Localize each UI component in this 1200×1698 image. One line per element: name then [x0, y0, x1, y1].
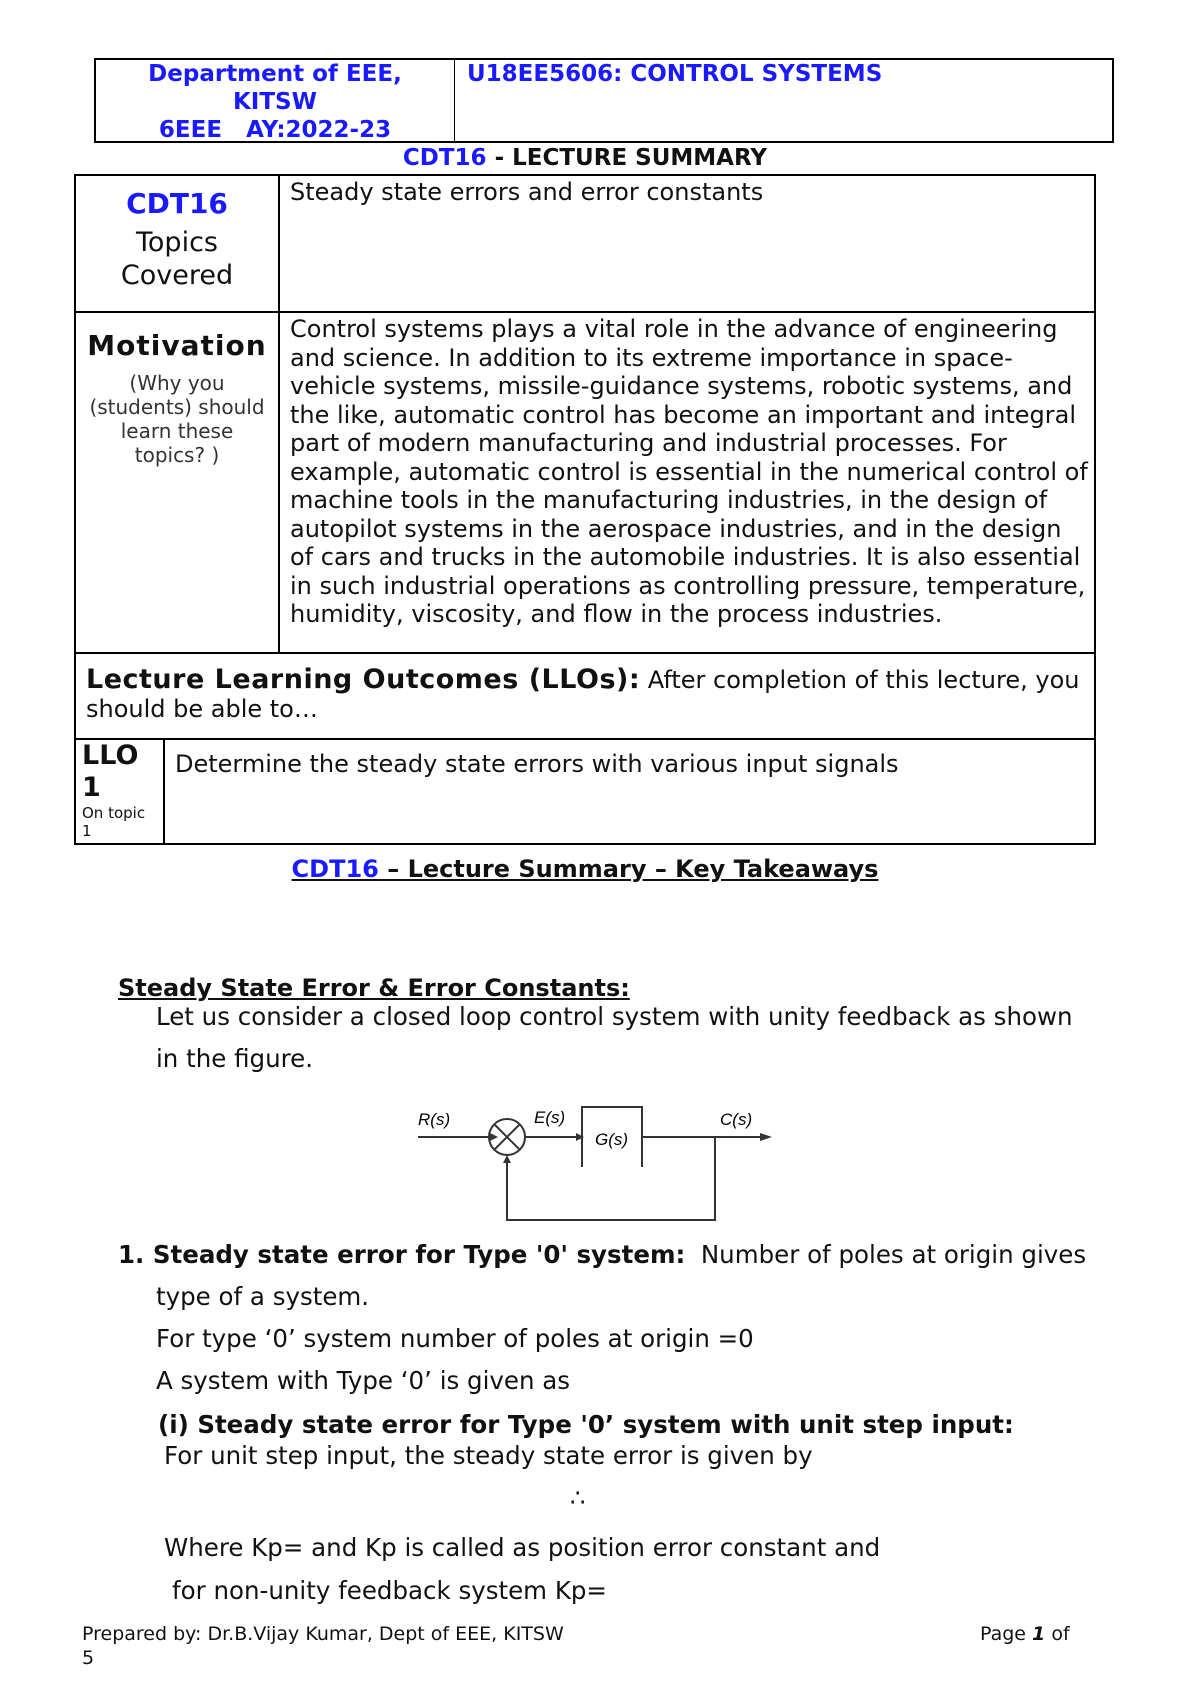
motivation-text: Control systems plays a vital role in the advance of engineering and science. In addition to its extreme importance in space-vehicle systems, missile-guidance systems, robotic systems, and the like, automatic control has become an important and integral part of modern manufacturing and industrial processes. For example, automatic control is essential in the numerical control of machine tools in the manufacturing industries, in the design of autopilot systems in the aerospace industries, and in the design of cars and trucks in the automobile industries. It is also essential in such industrial operations as controlling pressure, temperature, humidity, viscosity, and flow in the process industries. [279, 312, 1095, 653]
therefore-symbol: ∴ [570, 1484, 586, 1512]
cdt16-link[interactable]: CDT16 [291, 855, 379, 883]
section-heading: Steady State Error & Error Constants: [118, 974, 630, 1002]
lecture-summary-title [0, 145, 1170, 171]
topics-value: Steady state errors and error constants [279, 175, 1095, 312]
item1-heading: 1. Steady state error for Type '0' system: [118, 1240, 686, 1269]
topics-label: Topics [136, 227, 218, 258]
institute-name: KITSW [232, 89, 317, 115]
summary-table [74, 174, 1096, 740]
course-title: U18EE5606: CONTROL SYSTEMS [467, 61, 883, 87]
type0-poles-line: For type ‘0’ system number of poles at origin =0 [156, 1324, 754, 1353]
motivation-label-cell [75, 312, 279, 653]
current-page: 1 [1032, 1623, 1046, 1645]
subsection-i-heading: (i) Steady state error for Type '0’ system with unit step input: [158, 1410, 1014, 1439]
llo1-label: LLO 1 [82, 740, 139, 803]
item-1-body [156, 1276, 754, 1402]
page-number [980, 1622, 1070, 1646]
plant-label: G(s) [595, 1130, 629, 1149]
covered-label: Covered [120, 260, 234, 291]
page-prefix: Page [980, 1623, 1033, 1645]
motivation-subtitle: (Why you (students) should learn these topics? ) [89, 371, 265, 467]
input-label: R(s) [418, 1110, 451, 1129]
key-takeaways-title [0, 855, 1170, 883]
item1-text-2: type of a system. [156, 1282, 370, 1311]
unit-step-line: For unit step input, the steady state error is given by [164, 1441, 813, 1470]
summary-code: CDT16 [402, 145, 487, 171]
intro-line-1: Let us consider a closed loop control system with unity feedback as shown [156, 1002, 1073, 1031]
item1-text: Number of poles at origin gives [685, 1240, 1087, 1269]
item-1 [118, 1234, 1086, 1276]
prepared-by: Prepared by: Dr.B.Vijay Kumar, Dept of EEE, KITSW [82, 1623, 564, 1645]
key-takeaways-text: – Lecture Summary – Key Takeaways [378, 855, 879, 883]
llo-intro: After completion of this lecture, you should be able to… [86, 666, 1080, 723]
intro-line-2: in the figure. [156, 1044, 314, 1073]
motivation-label: Motivation [87, 329, 267, 362]
header-table [94, 58, 1114, 143]
topics-code: CDT16 [126, 187, 228, 220]
type0-system-line: A system with Type ‘0’ is given as [156, 1366, 571, 1395]
department-cell [96, 60, 455, 141]
intro-paragraph [156, 996, 1073, 1080]
llo1-label-cell [75, 739, 164, 844]
kp-nonunity-line: for non-unity feedback system Kp= [172, 1576, 607, 1605]
footer [82, 1622, 1082, 1670]
block-diagram [410, 1095, 780, 1235]
kp-definition-line: Where Kp= and Kp is called as position error constant and [164, 1533, 881, 1562]
error-label: E(s) [534, 1108, 566, 1127]
department-name: Department of EEE, [148, 61, 402, 87]
page-of: of [1045, 1623, 1070, 1645]
output-label: C(s) [720, 1110, 753, 1129]
page-total: 5 [82, 1647, 95, 1669]
llo1-text: Determine the steady state errors with various input signals [164, 739, 1095, 844]
llo1-subtitle: On topic 1 [82, 804, 146, 840]
llo-table [74, 738, 1096, 845]
llo-header-cell [75, 653, 1095, 739]
llo-heading: Lecture Learning Outcomes (LLOs): [86, 664, 641, 695]
class-year: 6EEE AY:2022-23 [158, 117, 392, 143]
topics-label-cell [75, 175, 279, 312]
summary-title-text: - LECTURE SUMMARY [486, 145, 768, 171]
